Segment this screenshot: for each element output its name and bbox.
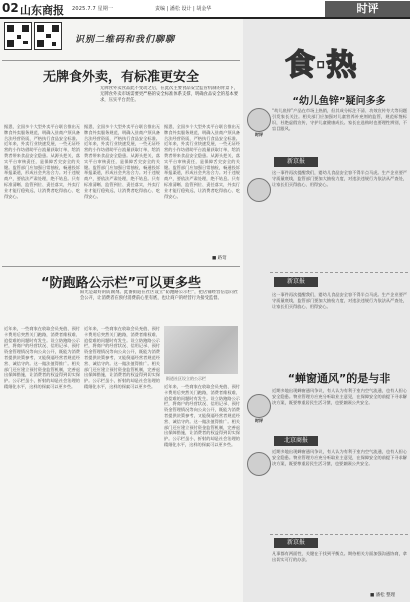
body-1-col-b: 据悉，全国多个大型外卖平台联合推出无牌食外卖服务规范，明确入驻商户须具备合法经营资质，严格执行食品安全标准。近年来，外卖行业快速发展，一些无证经营的小作坊借助平台流量获取订单，给消费者带来食品安全隐患。从源头把关，落实平台审核责任，是保障舌尖安全的关键。监管部门应加强日常抽检，畅通投诉举报渠道，形成社会共治合力。对于违规商户，要依法严肃处理，绝不姑息。只有标准清晰、监管到位、责任落实，外卖行业才能行稳致远，让消费者吃得放心、吃得安心。 bbox=[84, 124, 160, 199]
source-label: 新京报 bbox=[274, 157, 318, 167]
body-5: 近期多地出现蝉窗通风争议，有人认为有利于室内空气流通，也有人担心安全隐患。物业管理方应充分听取业主意见，在保障安全的前提下寻求解决方案，既要尊重居民生活习惯，也要兼顾公共安全。 bbox=[272, 388, 407, 405]
source-label: 新京报 bbox=[274, 538, 318, 548]
byline-1: ■ 路莺 bbox=[212, 256, 227, 261]
body-2-col-c: 近年来，一些商家在收取会员充值、预付卡费用后突然关门跑路，消费者维权难、追偿难的问题时有发生。设立防跑路公示栏，将商户的经营状况、信用记录、预付资金管理情况等向公众公开，既能为消费者提供决策参考，又能倒逼经营者规范经营、诚信守约。这一做法值得推广。相关部门还应建立预付资金监管机制，完善退出保障措施，让消费者的权益得到切实保护。公示栏虽小，折射的却是社会治理的精细化水平，这样的探索可以更多些。 bbox=[164, 384, 240, 447]
source-label: 新京报 bbox=[274, 277, 318, 287]
headline-3: “幼儿鱼锌”疑问多多 bbox=[292, 96, 386, 107]
byline-2: ■ 潘松 整理 bbox=[370, 593, 396, 598]
source-label: 北京商报 bbox=[274, 436, 318, 446]
banner-text: 识别二维码和我们聊聊 bbox=[75, 35, 176, 45]
divider bbox=[2, 266, 240, 267]
avatar bbox=[247, 394, 271, 418]
body-4-cont: 这一事件再次提醒我们，婴幼儿食品安全容不得半点马虎。生产企业要严守质量底线，监管部门要加大抽检力度，对违法违规行为依法从严查处，让家长们买得放心、用得安心。 bbox=[272, 292, 407, 309]
body-2-col-b: 近年来，一些商家在收取会员充值、预付卡费用后突然关门跑路，消费者维权难、追偿难的问题时有发生。设立防跑路公示栏，将商户的经营状况、信用记录、预付资金管理情况等向公众公开，既能为消费者提供决策参考，又能倒逼经营者规范经营、诚信守约。这一做法值得推广。相关部门还应建立预付资金监管机制，完善退出保障措施，让消费者的权益得到切实保护。公示栏虽小，折射的却是社会治理的精细化水平，这样的探索可以更多些。 bbox=[84, 326, 160, 389]
headline-1: 无牌食外卖，有标准更安全 bbox=[42, 70, 199, 85]
issue-date: 2025.7.7 星期一 bbox=[72, 6, 114, 12]
avatar bbox=[247, 452, 271, 476]
avatar bbox=[247, 178, 271, 202]
column-title: 食·热 bbox=[285, 48, 357, 83]
divider bbox=[270, 534, 408, 535]
divider bbox=[2, 60, 240, 61]
section-tag: 时评 bbox=[325, 1, 410, 17]
news-photo bbox=[164, 326, 238, 374]
avatar bbox=[247, 108, 271, 132]
headline-4: “蝉窗通风”的是与非 bbox=[287, 372, 391, 385]
paper-name: 山东商报 bbox=[20, 4, 64, 17]
avatar-label: 时评 bbox=[255, 418, 263, 423]
avatar-label: 时评 bbox=[255, 132, 263, 137]
body-5-cont: 近期多地出现蝉窗通风争议，有人认为有利于室内空气流通，也有人担心安全隐患。物业管理方应充分听取业主意见，在保障安全的前提下寻求解决方案，既要尊重居民生活习惯，也要兼顾公共安全。 bbox=[272, 449, 407, 466]
lead-2: 阳光是最好的防腐剂。此番街道在社区设立“防跑路公示栏”，把店铺经营信息向社会公开，让消费者在预付消费前心里有底，也让商户的经营行为接受监督。 bbox=[80, 290, 238, 301]
divider bbox=[270, 272, 408, 273]
qr-code-icon bbox=[34, 22, 62, 50]
lead-1: 无牌食外卖食品此不变动之后，在此次主要食品安全监管机制的背景下，无牌食外卖市场需要更严格的安全标准体系支撑，明确食品安全的基本要求，压实平台责任。 bbox=[100, 86, 238, 103]
headline-2: “防跑路公示栏”可以更多些 bbox=[40, 276, 202, 291]
editor-tags: 责编 | 潘松 设计 | 胡金华 bbox=[155, 6, 212, 12]
body-2-col-a: 近年来，一些商家在收取会员充值、预付卡费用后突然关门跑路，消费者维权难、追偿难的问题时有发生。设立防跑路公示栏，将商户的经营状况、信用记录、预付资金管理情况等向公众公开，既能为消费者提供决策参考，又能倒逼经营者规范经营、诚信守约。这一做法值得推广。相关部门还应建立预付资金监管机制，完善退出保障措施，让消费者的权益得到切实保护。公示栏虽小，折射的却是社会治理的精细化水平，这样的探索可以更多些。 bbox=[4, 326, 80, 389]
body-3: “幼儿鱼锌”产品在市场上热销，但其成分标注不清、功效宣传夸大等问题引发家长关注。相关部门应加强对儿童营养补充剂的监管，规范标签标识，杜绝虚假宣传，守护儿童健康成长。家长在选购时也要理性辨别，不盲目跟风。 bbox=[272, 108, 407, 131]
masthead bbox=[0, 0, 410, 19]
page-number: 02 bbox=[2, 1, 19, 15]
body-1-col-a: 据悉，全国多个大型外卖平台联合推出无牌食外卖服务规范，明确入驻商户须具备合法经营资质，严格执行食品安全标准。近年来，外卖行业快速发展，一些无证经营的小作坊借助平台流量获取订单，给消费者带来食品安全隐患。从源头把关，落实平台审核责任，是保障舌尖安全的关键。监管部门应加强日常抽检，畅通投诉举报渠道，形成社会共治合力。对于违规商户，要依法严肃处理，绝不姑息。只有标准清晰、监管到位、责任落实，外卖行业才能行稳致远，让消费者吃得放心、吃得安心。 bbox=[4, 124, 80, 199]
body-6: 凡事都有两面性，关键在于找到平衡点。期待相关方面加强沟通协商，拿出切实可行的办法。 bbox=[272, 551, 407, 562]
photo-caption: 街道社区设立的公示栏 bbox=[166, 376, 206, 381]
qr-code-icon bbox=[4, 22, 32, 50]
body-4: 这一事件再次提醒我们，婴幼儿食品安全容不得半点马虎。生产企业要严守质量底线，监管部门要加大抽检力度，对违法违规行为依法从严查处，让家长们买得放心、用得安心。 bbox=[272, 170, 407, 187]
body-1-col-c: 据悉，全国多个大型外卖平台联合推出无牌食外卖服务规范，明确入驻商户须具备合法经营资质，严格执行食品安全标准。近年来，外卖行业快速发展，一些无证经营的小作坊借助平台流量获取订单，给消费者带来食品安全隐患。从源头把关，落实平台审核责任，是保障舌尖安全的关键。监管部门应加强日常抽检，畅通投诉举报渠道，形成社会共治合力。对于违规商户，要依法严肃处理，绝不姑息。只有标准清晰、监管到位、责任落实，外卖行业才能行稳致远，让消费者吃得放心、吃得安心。 bbox=[164, 124, 240, 199]
column-logo bbox=[285, 38, 385, 83]
